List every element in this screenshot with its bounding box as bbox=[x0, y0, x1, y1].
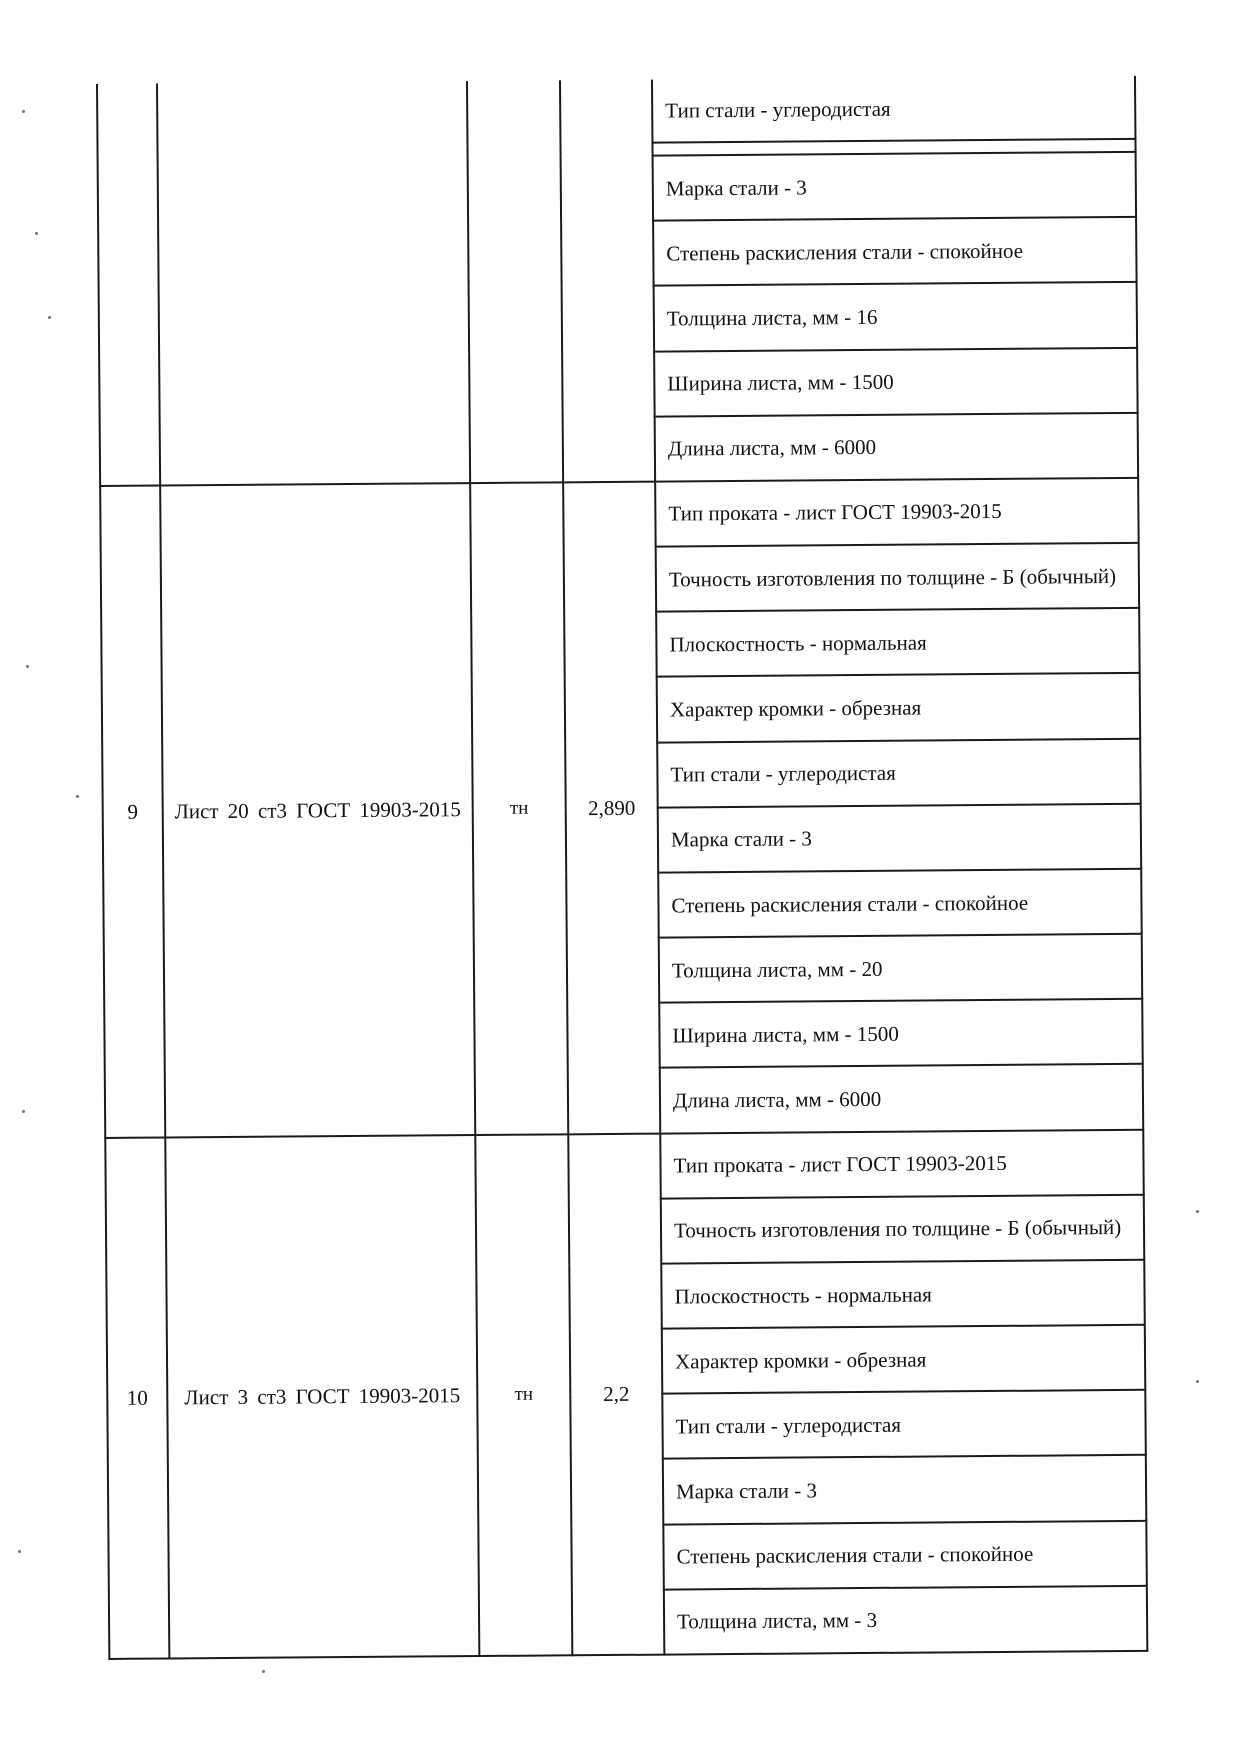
item-quantity: 2,890 bbox=[563, 482, 660, 1134]
specification-table-wrapper bbox=[96, 76, 1146, 1660]
characteristic-cell: Толщина листа, мм - 3 bbox=[664, 1586, 1147, 1655]
characteristic-cell: Характер кромки - обрезная bbox=[662, 1325, 1145, 1394]
characteristic-cell: Тип стали - углеродистая bbox=[662, 1390, 1145, 1459]
continued-name-cell bbox=[157, 81, 470, 485]
specification-table bbox=[96, 76, 1148, 1660]
item-number: 10 bbox=[105, 1137, 169, 1659]
item-number: 9 bbox=[100, 485, 165, 1137]
continued-qty-cell bbox=[560, 80, 655, 483]
characteristic-cell: Марка стали - 3 bbox=[658, 804, 1141, 873]
characteristic-cell: Толщина листа, мм - 20 bbox=[659, 934, 1142, 1003]
item-name: Лист 3 ст3 ГОСТ 19903-2015 bbox=[165, 1135, 479, 1659]
item-unit: тн bbox=[470, 482, 568, 1134]
characteristic-cell: Тип стали - углеродистая bbox=[652, 76, 1135, 143]
characteristic-cell: Толщина листа, мм - 16 bbox=[654, 282, 1137, 351]
characteristic-cell: Марка стали - 3 bbox=[653, 152, 1136, 221]
continued-num-cell bbox=[97, 84, 160, 486]
characteristic-cell: Тип проката - лист ГОСТ 19903-2015 bbox=[660, 1129, 1143, 1198]
characteristic-cell: Степень раскисления стали - спокойное bbox=[653, 217, 1136, 286]
characteristic-cell: Плоскостность - нормальная bbox=[656, 608, 1139, 677]
characteristic-cell: Тип стали - углеродистая bbox=[657, 738, 1140, 807]
characteristic-cell: Характер кромки - обрезная bbox=[657, 673, 1140, 742]
characteristic-cell: Ширина листа, мм - 1500 bbox=[654, 347, 1137, 416]
continued-unit-cell bbox=[467, 80, 563, 483]
item-name: Лист 20 ст3 ГОСТ 19903-2015 bbox=[160, 483, 475, 1137]
characteristic-cell: Марка стали - 3 bbox=[663, 1455, 1146, 1524]
characteristic-cell: Длина листа, мм - 6000 bbox=[655, 413, 1138, 482]
characteristic-cell: Плоскостность - нормальная bbox=[661, 1260, 1144, 1329]
characteristic-cell: Точность изготовления по толщине - Б (обычный) bbox=[661, 1195, 1144, 1264]
item-quantity: 2,2 bbox=[568, 1133, 664, 1655]
characteristic-cell: Точность изготовления по толщине - Б (обычный) bbox=[656, 543, 1139, 612]
characteristic-cell: Степень раскисления стали - спокойное bbox=[658, 869, 1141, 938]
characteristic-cell: Тип проката - лист ГОСТ 19903-2015 bbox=[655, 478, 1138, 547]
table-row bbox=[97, 76, 1135, 147]
table-row bbox=[100, 478, 1138, 551]
characteristic-cell: Длина листа, мм - 6000 bbox=[660, 1064, 1143, 1133]
item-unit: тн bbox=[475, 1134, 572, 1656]
characteristic-cell: Ширина листа, мм - 1500 bbox=[659, 999, 1142, 1068]
characteristic-cell: Степень раскисления стали - спокойное bbox=[663, 1520, 1146, 1589]
table-row bbox=[105, 1129, 1143, 1202]
